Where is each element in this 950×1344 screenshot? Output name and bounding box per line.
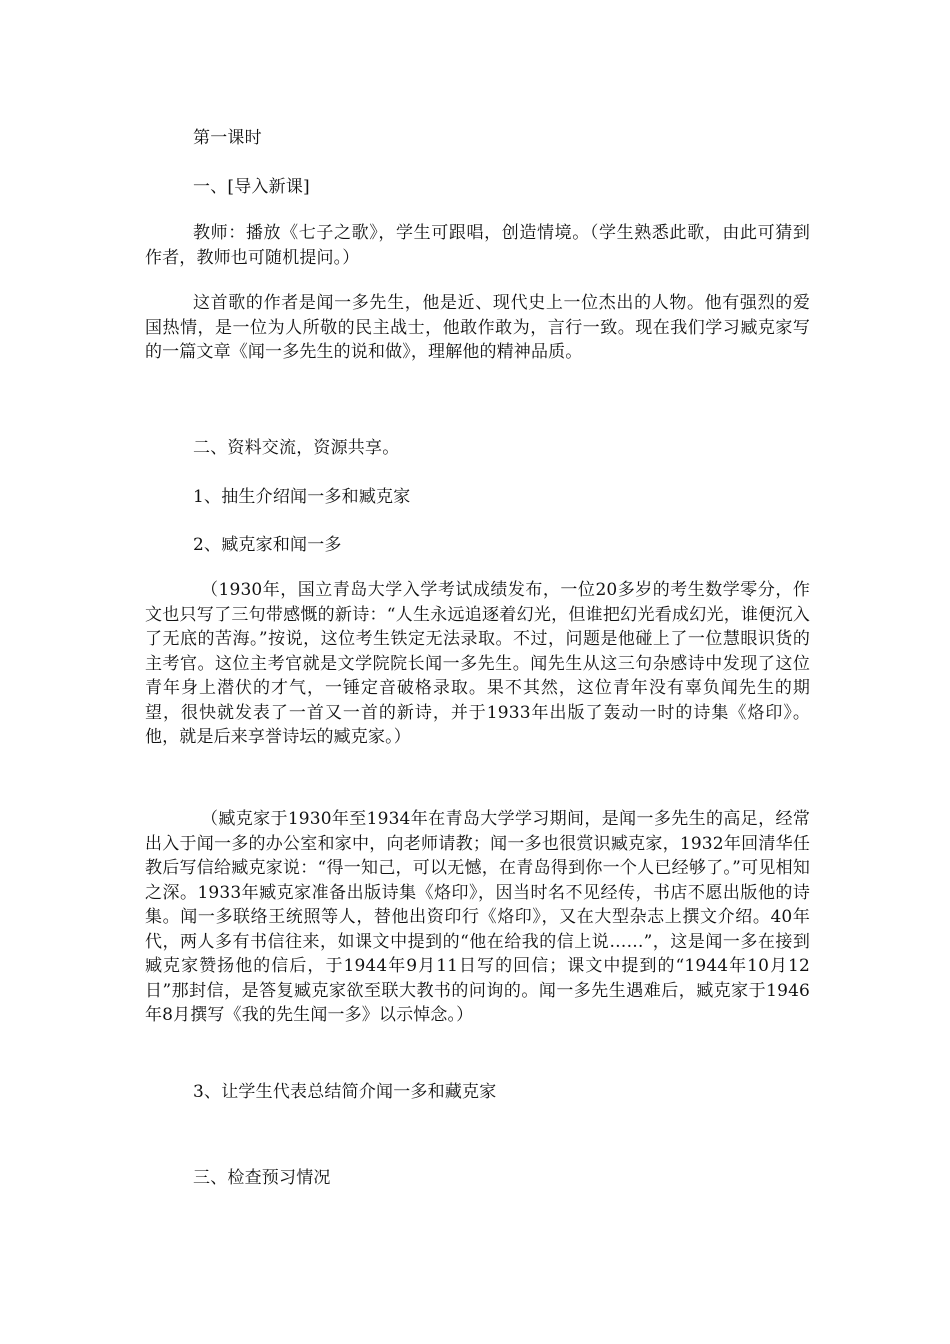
paragraph-teacher-instruction: 教师：播放《七子之歌》，学生可跟唱，创造情境。（学生熟悉此歌，由此可猜到作者，教师也可随机提问。） — [145, 223, 810, 268]
paragraph-author-intro: 这首歌的作者是闻一多先生，他是近、现代史上一位杰出的人物。他有强烈的爱国热情，是一位为人所敬的民主战士，他敢作敢为，言行一致。现在我们学习臧克家写的一篇文章《闻一多先生的说和做》，理解他的精神品质。 — [145, 293, 810, 362]
list-item-2: 2、臧克家和闻一多 — [193, 535, 342, 555]
section-heading-materials: 二、资料交流，资源共享。 — [193, 438, 400, 458]
list-item-1: 1、抽生介绍闻一多和臧克家 — [193, 487, 411, 507]
paragraph-relationship: （臧克家于1930年至1934年在青岛大学学习期间，是闻一多先生的高足，经常出入于闻一多的办公室和家中，向老师请教；闻一多也很赏识臧克家，1932年回清华任教后写信给臧克家说：“得一知己，可以无憾，在青岛得到你一个人已经够了。”可见相知之深。1933年臧克家准备出版诗集《烙印》，因当时名不见经传，书店不愿出版他的诗集。闻一多联络王统照等人，替他出资印行《烙印》，又在大型杂志上撰文介绍。40年代，两人多有书信往来，如课文中提到的“他在给我的信上说……”，这是闻一多在接到臧克家赞扬他的信后，于1944年9月11日写的回信；课文中提到的“1944年10月12日”那封信，是答复臧克家欲至联大教书的问询的。闻一多先生遇难后，臧克家于1946年8月撰写《我的先生闻一多》以示悼念。） — [145, 809, 810, 1025]
section-heading-intro: 一、[导入新课] — [193, 177, 310, 197]
list-item-3: 3、让学生代表总结简介闻一多和藏克家 — [193, 1082, 497, 1102]
lesson-title: 第一课时 — [193, 128, 262, 148]
section-heading-preview-check: 三、检查预习情况 — [193, 1168, 331, 1188]
paragraph-anecdote-1930: （1930年，国立青岛大学入学考试成绩发布，一位20多岁的考生数学零分，作文也只写了三句带感慨的新诗：“人生永远追逐着幻光，但谁把幻光看成幻光，谁便沉入了无底的苦海。”按说，这位考生铁定无法录取。不过，问题是他碰上了一位慧眼识货的主考官。这位主考官就是文学院院长闻一多先生。闻先生从这三句杂感诗中发现了这位青年身上潜伏的才气，一锤定音破格录取。果不其然，这位青年没有辜负闻先生的期望，很快就发表了一首又一首的新诗，并于1933年出版了轰动一时的诗集《烙印》。他，就是后来享誉诗坛的臧克家。） — [145, 580, 810, 747]
